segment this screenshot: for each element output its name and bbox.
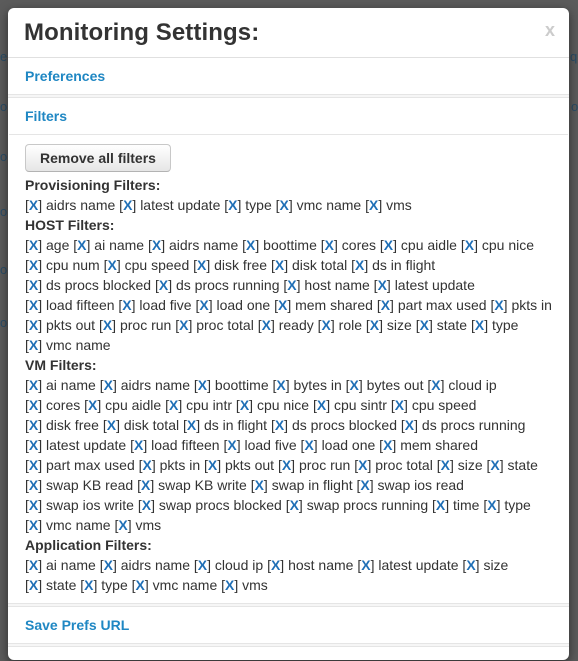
- remove-filter-button[interactable]: X: [28, 417, 39, 433]
- filter-item: [X] cores: [320, 237, 377, 253]
- preferences-toggle[interactable]: Preferences: [25, 68, 106, 84]
- remove-filter-button[interactable]: X: [487, 497, 497, 513]
- filter-label: ds in flight: [372, 257, 436, 273]
- filter-item: [X] proc total: [354, 457, 433, 473]
- filter-item: [X] swap KB read: [25, 477, 134, 493]
- filter-item: [X] swap ios read: [356, 477, 464, 493]
- filter-label: cpu aidle: [105, 397, 162, 413]
- filter-item: [X] load fifteen: [25, 297, 115, 313]
- backdrop-text: q: [570, 49, 578, 64]
- filter-item: [X] boottime: [193, 377, 269, 393]
- filter-item: [X] vmc name: [131, 577, 218, 593]
- filter-label: pkts out: [225, 457, 275, 473]
- filter-label: proc total: [196, 317, 254, 333]
- modal-title: Monitoring Settings:: [24, 19, 260, 46]
- filter-item: [X] latest update: [373, 277, 475, 293]
- remove-filter-button[interactable]: X: [28, 557, 39, 573]
- filters-toggle[interactable]: Filters: [25, 108, 68, 124]
- filters-section: [9, 98, 568, 603]
- remove-filter-button[interactable]: X: [102, 317, 113, 333]
- filter-label: vmc name: [46, 517, 111, 533]
- filter-label: pkts out: [46, 317, 96, 333]
- close-icon[interactable]: x: [544, 20, 555, 40]
- filter-label: cpu speed: [124, 257, 190, 273]
- remove-filter-button[interactable]: X: [133, 437, 144, 453]
- filter-group-title: HOST Filters:: [25, 217, 115, 233]
- filter-label: cpu aidle: [400, 237, 457, 253]
- remove-filter-button[interactable]: X: [103, 377, 113, 393]
- filter-item: [X] cores: [25, 397, 81, 413]
- filter-item: [X] cpu aidle: [379, 237, 457, 253]
- filter-label: aidrs name: [120, 377, 190, 393]
- filter-label: ds procs running: [175, 277, 280, 293]
- remove-filter-button[interactable]: X: [383, 437, 393, 453]
- filter-label: aidrs name: [120, 557, 190, 573]
- filter-label: vmc name: [46, 337, 111, 353]
- filter-item: [X] pkts in: [490, 297, 552, 313]
- remove-filter-button[interactable]: X: [349, 377, 359, 393]
- filter-item: [X] mem shared: [379, 437, 478, 453]
- remove-filter-button[interactable]: X: [168, 397, 179, 413]
- remove-filter-button[interactable]: X: [28, 337, 39, 353]
- filter-label: size: [483, 557, 509, 573]
- filter-item: [X] proc total: [175, 317, 254, 333]
- remove-filter-button[interactable]: X: [28, 517, 39, 533]
- remove-filter-button[interactable]: X: [440, 457, 450, 473]
- remove-filter-button[interactable]: X: [28, 237, 39, 253]
- filter-label: mem shared: [400, 437, 478, 453]
- remove-filter-button[interactable]: X: [118, 517, 128, 533]
- filter-item: [X] ds procs blocked: [25, 277, 152, 293]
- filter-group-title: Application Filters:: [25, 537, 152, 553]
- remove-filter-button[interactable]: X: [404, 417, 415, 433]
- remove-filter-button[interactable]: X: [394, 397, 405, 413]
- filter-label: swap KB read: [46, 477, 134, 493]
- filter-item: [X] disk free: [25, 417, 99, 433]
- remove-filter-button[interactable]: X: [179, 317, 189, 333]
- remove-filter-button[interactable]: X: [141, 497, 152, 513]
- filter-item: [X] time: [432, 497, 480, 513]
- remove-filter-button[interactable]: X: [228, 197, 238, 213]
- filter-label: latest update: [46, 437, 127, 453]
- remove-filter-button[interactable]: X: [274, 257, 285, 273]
- filter-item: [X] ai name: [25, 557, 96, 573]
- filter-label: bytes in: [293, 377, 342, 393]
- filter-label: latest update: [140, 197, 221, 213]
- backdrop-text: o: [0, 99, 8, 114]
- remove-filter-button[interactable]: X: [419, 317, 429, 333]
- filter-label: cpu nice: [256, 397, 310, 413]
- remove-filter-button[interactable]: X: [324, 237, 334, 253]
- remove-filter-button[interactable]: X: [199, 297, 209, 313]
- remove-filter-button[interactable]: X: [186, 417, 197, 433]
- filter-label: load one: [321, 437, 376, 453]
- filter-item: [X] cloud ip: [193, 557, 264, 573]
- remove-filter-button[interactable]: X: [140, 477, 151, 493]
- remove-filter-button[interactable]: X: [197, 257, 207, 273]
- filter-label: vmc name: [296, 197, 362, 213]
- filter-item: [X] load one: [300, 437, 376, 453]
- remove-filter-button[interactable]: X: [107, 257, 117, 273]
- filter-item: [X] part max used: [376, 297, 487, 313]
- filter-item: [X] size: [462, 557, 509, 573]
- filter-item: [X] swap procs running: [285, 497, 429, 513]
- filter-item: [X] disk total: [102, 417, 180, 433]
- filter-item: [X] state: [25, 577, 77, 593]
- filter-item: [X] pkts out: [204, 457, 275, 473]
- remove-filter-button[interactable]: X: [279, 197, 289, 213]
- remove-filter-button[interactable]: X: [28, 577, 39, 593]
- filter-item: [X] ready: [257, 317, 314, 333]
- backdrop-text: o: [0, 204, 8, 219]
- filter-label: cpu speed: [411, 397, 477, 413]
- remove-filter-button[interactable]: X: [28, 297, 39, 313]
- remove-filter-button[interactable]: X: [380, 297, 391, 313]
- filter-item: [X] role: [317, 317, 363, 333]
- remove-filter-button[interactable]: X: [369, 197, 379, 213]
- filter-label: disk free: [46, 417, 99, 433]
- filter-item: [X] cloud ip: [427, 377, 497, 393]
- filter-label: load five: [139, 297, 192, 313]
- remove-filter-button[interactable]: X: [158, 277, 169, 293]
- filter-label: type: [101, 577, 128, 593]
- filter-group-list: [25, 375, 552, 535]
- remove-filter-button[interactable]: X: [28, 477, 39, 493]
- modal-header: [8, 8, 569, 58]
- filter-item: [X] disk total: [270, 257, 348, 273]
- remove-filter-button[interactable]: X: [28, 497, 39, 513]
- remove-filter-button[interactable]: X: [369, 317, 380, 333]
- filter-item: [X] latest update: [25, 437, 127, 453]
- remove-filter-button[interactable]: X: [246, 237, 256, 253]
- filter-item: [X] state: [415, 317, 468, 333]
- filter-label: disk free: [214, 257, 268, 273]
- filter-group-title: VM Filters:: [25, 357, 97, 373]
- filter-label: latest update: [394, 277, 475, 293]
- filter-item: [X] type: [483, 497, 531, 513]
- filter-label: disk total: [123, 417, 180, 433]
- filter-group-list: [25, 555, 552, 595]
- filter-item: [X] cpu speed: [103, 257, 190, 273]
- filter-label: load fifteen: [151, 437, 220, 453]
- filter-item: [X] state: [486, 457, 538, 473]
- filter-label: mem shared: [295, 297, 373, 313]
- preferences-section: [9, 58, 568, 94]
- filter-item: [X] size: [365, 317, 412, 333]
- save-prefs-url-link[interactable]: Save Prefs URL: [25, 617, 130, 633]
- remove-filter-button[interactable]: X: [28, 317, 39, 333]
- backdrop-text: e: [0, 49, 8, 64]
- filter-label: state: [436, 317, 468, 333]
- remove-filter-button[interactable]: X: [197, 557, 208, 573]
- filter-group-list: [25, 235, 552, 355]
- filter-item: [X] latest update: [357, 557, 459, 573]
- filter-item: [X] cpu sintr: [312, 397, 387, 413]
- remove-filter-button[interactable]: X: [287, 277, 297, 293]
- filter-label: size: [457, 457, 483, 473]
- filter-label: proc total: [375, 457, 433, 473]
- filter-label: ai name: [94, 237, 145, 253]
- filter-item: [X] swap ios write: [25, 497, 134, 513]
- remove-filter-button[interactable]: X: [135, 577, 145, 593]
- filter-label: part max used: [46, 457, 135, 473]
- remove-filter-button[interactable]: X: [227, 437, 237, 453]
- remove-filter-button[interactable]: X: [377, 277, 387, 293]
- remove-filter-button[interactable]: X: [88, 397, 98, 413]
- filter-item: [X] aidrs name: [147, 237, 239, 253]
- backdrop-text: o: [0, 315, 8, 330]
- filter-item: [X] cpu intr: [165, 397, 233, 413]
- remove-filter-button[interactable]: X: [274, 417, 285, 433]
- remove-filter-button[interactable]: X: [383, 237, 394, 253]
- filter-item: [X] part max used: [25, 457, 135, 473]
- filter-item: [X] vms: [221, 577, 268, 593]
- remove-filter-button[interactable]: X: [106, 417, 117, 433]
- filter-label: host name: [304, 277, 370, 293]
- filter-label: type: [492, 317, 519, 333]
- remove-filter-button[interactable]: X: [151, 237, 162, 253]
- filter-item: [X] type: [80, 577, 128, 593]
- remove-filter-button[interactable]: X: [239, 397, 250, 413]
- remove-filter-button[interactable]: X: [277, 297, 288, 313]
- remove-filter-button[interactable]: X: [270, 557, 281, 573]
- remove-filter-button[interactable]: X: [360, 477, 370, 493]
- filter-item: [X] ai name: [73, 237, 145, 253]
- filter-item: [X] pkts out: [25, 317, 96, 333]
- filter-item: [X] load five: [223, 437, 297, 453]
- filter-label: boottime: [214, 377, 269, 393]
- filters-body: [9, 134, 568, 603]
- filter-groups: [25, 175, 552, 595]
- filter-item: [X] cpu aidle: [84, 397, 162, 413]
- backdrop-text: o: [0, 149, 8, 164]
- filter-item: [X] ds procs running: [400, 417, 526, 433]
- filter-label: ds procs blocked: [46, 277, 152, 293]
- filter-item: [X] disk free: [193, 257, 268, 273]
- filter-label: cpu sintr: [334, 397, 387, 413]
- backdrop-text: o: [0, 262, 8, 277]
- filter-label: host name: [288, 557, 354, 573]
- filter-item: [X] latest update: [119, 197, 221, 213]
- filter-label: swap ios write: [46, 497, 134, 513]
- remove-filter-button[interactable]: X: [464, 237, 475, 253]
- filter-label: ai name: [46, 557, 96, 573]
- filter-label: latest update: [378, 557, 459, 573]
- filter-label: size: [386, 317, 412, 333]
- filter-label: time: [453, 497, 480, 513]
- filter-label: vms: [386, 197, 412, 213]
- filter-item: [X] load one: [195, 297, 271, 313]
- filter-item: [X] vmc name: [275, 197, 362, 213]
- filter-item: [X] mem shared: [274, 297, 373, 313]
- remove-filter-button[interactable]: X: [261, 317, 271, 333]
- filter-item: [X] load five: [118, 297, 192, 313]
- filter-item: [X] vms: [365, 197, 412, 213]
- filter-label: proc run: [119, 317, 172, 333]
- remove-filter-button[interactable]: X: [321, 317, 331, 333]
- filter-item: [X] ds in flight: [351, 257, 436, 273]
- filter-item: [X] bytes out: [345, 377, 424, 393]
- remove-filter-button[interactable]: X: [355, 257, 365, 273]
- filter-item: [X] proc run: [98, 317, 172, 333]
- remove-filter-button[interactable]: X: [28, 197, 39, 213]
- remove-filter-button[interactable]: X: [122, 297, 132, 313]
- filter-item: [X] age: [25, 237, 70, 253]
- filter-item: [X] type: [224, 197, 272, 213]
- filter-item: [X] vmc name: [25, 517, 111, 533]
- remove-filter-button[interactable]: X: [276, 377, 286, 393]
- remove-filter-button[interactable]: X: [435, 497, 446, 513]
- filter-label: role: [338, 317, 363, 333]
- filter-item: [X] host name: [267, 557, 354, 573]
- filter-label: swap procs running: [306, 497, 429, 513]
- remove-filter-button[interactable]: X: [103, 557, 113, 573]
- filter-label: cloud ip: [448, 377, 497, 393]
- filter-item: [X] swap in flight: [250, 477, 353, 493]
- filter-item: [X] pkts in: [138, 457, 201, 473]
- filter-item: [X] type: [470, 317, 519, 333]
- filter-item: [X] vmc name: [25, 337, 111, 353]
- remove-filter-button[interactable]: X: [474, 317, 485, 333]
- remove-filter-button[interactable]: X: [28, 437, 39, 453]
- remove-filter-button[interactable]: X: [84, 577, 94, 593]
- filter-label: aidrs name: [46, 197, 116, 213]
- monitoring-settings-modal: [8, 8, 569, 660]
- remove-filter-button[interactable]: X: [466, 557, 476, 573]
- remove-filter-button[interactable]: X: [431, 377, 441, 393]
- filter-label: ds procs blocked: [291, 417, 398, 433]
- filter-item: [X] aidrs name: [99, 377, 190, 393]
- filter-label: ai name: [46, 377, 96, 393]
- remove-filter-button[interactable]: X: [197, 377, 208, 393]
- backdrop-text: o: [571, 99, 578, 114]
- filter-item: [X] aidrs name: [25, 197, 116, 213]
- filter-item: [X] bytes in: [272, 377, 342, 393]
- filter-label: type: [245, 197, 272, 213]
- filter-group-title: Provisioning Filters:: [25, 177, 161, 193]
- filter-label: cpu intr: [186, 397, 233, 413]
- remove-filter-button[interactable]: X: [225, 577, 235, 593]
- remove-filter-button[interactable]: X: [28, 397, 39, 413]
- filter-label: vmc name: [152, 577, 218, 593]
- remove-filter-button[interactable]: X: [28, 257, 39, 273]
- filter-label: proc run: [298, 457, 351, 473]
- filter-label: state: [46, 577, 77, 593]
- filter-label: ds procs running: [421, 417, 526, 433]
- remove-filter-button[interactable]: X: [207, 457, 218, 473]
- filter-label: cpu nice: [481, 237, 535, 253]
- section-divider: [8, 643, 569, 647]
- filter-label: bytes out: [366, 377, 424, 393]
- remove-filter-button[interactable]: X: [28, 457, 39, 473]
- remove-filter-button[interactable]: X: [142, 457, 152, 473]
- filter-label: swap in flight: [271, 477, 353, 493]
- remove-filter-button[interactable]: X: [28, 277, 39, 293]
- filter-item: [X] proc run: [277, 457, 351, 473]
- filter-label: pkts in: [159, 457, 201, 473]
- filter-item: [X] aidrs name: [99, 557, 190, 573]
- remove-filter-button[interactable]: X: [123, 197, 133, 213]
- filter-label: state: [507, 457, 538, 473]
- filter-item: [X] vms: [114, 517, 162, 533]
- remove-filter-button[interactable]: X: [316, 397, 327, 413]
- filter-item: [X] load fifteen: [130, 437, 220, 453]
- filter-label: cpu num: [46, 257, 100, 273]
- filter-group-list: [25, 195, 552, 215]
- filter-item: [X] cpu speed: [390, 397, 477, 413]
- remove-all-filters-button[interactable]: Remove all filters: [25, 144, 171, 172]
- remove-filter-button[interactable]: X: [281, 457, 292, 473]
- filter-item: [X] size: [436, 457, 483, 473]
- filter-label: pkts in: [511, 297, 552, 313]
- filter-label: vms: [242, 577, 268, 593]
- remove-filter-button[interactable]: X: [289, 497, 299, 513]
- filter-item: [X] host name: [283, 277, 370, 293]
- filter-label: boottime: [263, 237, 317, 253]
- filter-label: ready: [278, 317, 314, 333]
- filter-label: cores: [341, 237, 377, 253]
- filter-label: swap procs blocked: [158, 497, 282, 513]
- filter-label: disk total: [291, 257, 348, 273]
- remove-filter-button[interactable]: X: [28, 377, 39, 393]
- filter-item: [X] boottime: [242, 237, 317, 253]
- filter-item: [X] ds procs blocked: [270, 417, 398, 433]
- filter-item: [X] cpu nice: [235, 397, 310, 413]
- filter-item: [X] cpu num: [25, 257, 100, 273]
- filter-label: load five: [244, 437, 297, 453]
- filter-label: load fifteen: [46, 297, 115, 313]
- remove-filter-button[interactable]: X: [358, 457, 368, 473]
- filter-item: [X] ds procs running: [154, 277, 280, 293]
- filter-label: type: [504, 497, 531, 513]
- filter-label: ds in flight: [204, 417, 268, 433]
- filter-label: vms: [135, 517, 162, 533]
- filter-label: swap ios read: [377, 477, 464, 493]
- filter-label: cores: [46, 397, 81, 413]
- filter-item: [X] swap KB write: [137, 477, 247, 493]
- save-prefs-section: [9, 607, 568, 643]
- remove-filter-button[interactable]: X: [77, 237, 87, 253]
- filter-label: aidrs name: [169, 237, 239, 253]
- filter-item: [X] swap procs blocked: [137, 497, 282, 513]
- remove-filter-button[interactable]: X: [304, 437, 314, 453]
- filter-label: age: [46, 237, 70, 253]
- filter-item: [X] ds in flight: [182, 417, 268, 433]
- remove-filter-button[interactable]: X: [490, 457, 500, 473]
- filter-label: cloud ip: [214, 557, 264, 573]
- filter-label: part max used: [397, 297, 487, 313]
- remove-filter-button[interactable]: X: [254, 477, 264, 493]
- remove-filter-button[interactable]: X: [361, 557, 371, 573]
- filter-label: swap KB write: [158, 477, 247, 493]
- filter-label: load one: [216, 297, 271, 313]
- filter-item: [X] ai name: [25, 377, 96, 393]
- remove-filter-button[interactable]: X: [494, 297, 504, 313]
- filter-item: [X] cpu nice: [460, 237, 535, 253]
